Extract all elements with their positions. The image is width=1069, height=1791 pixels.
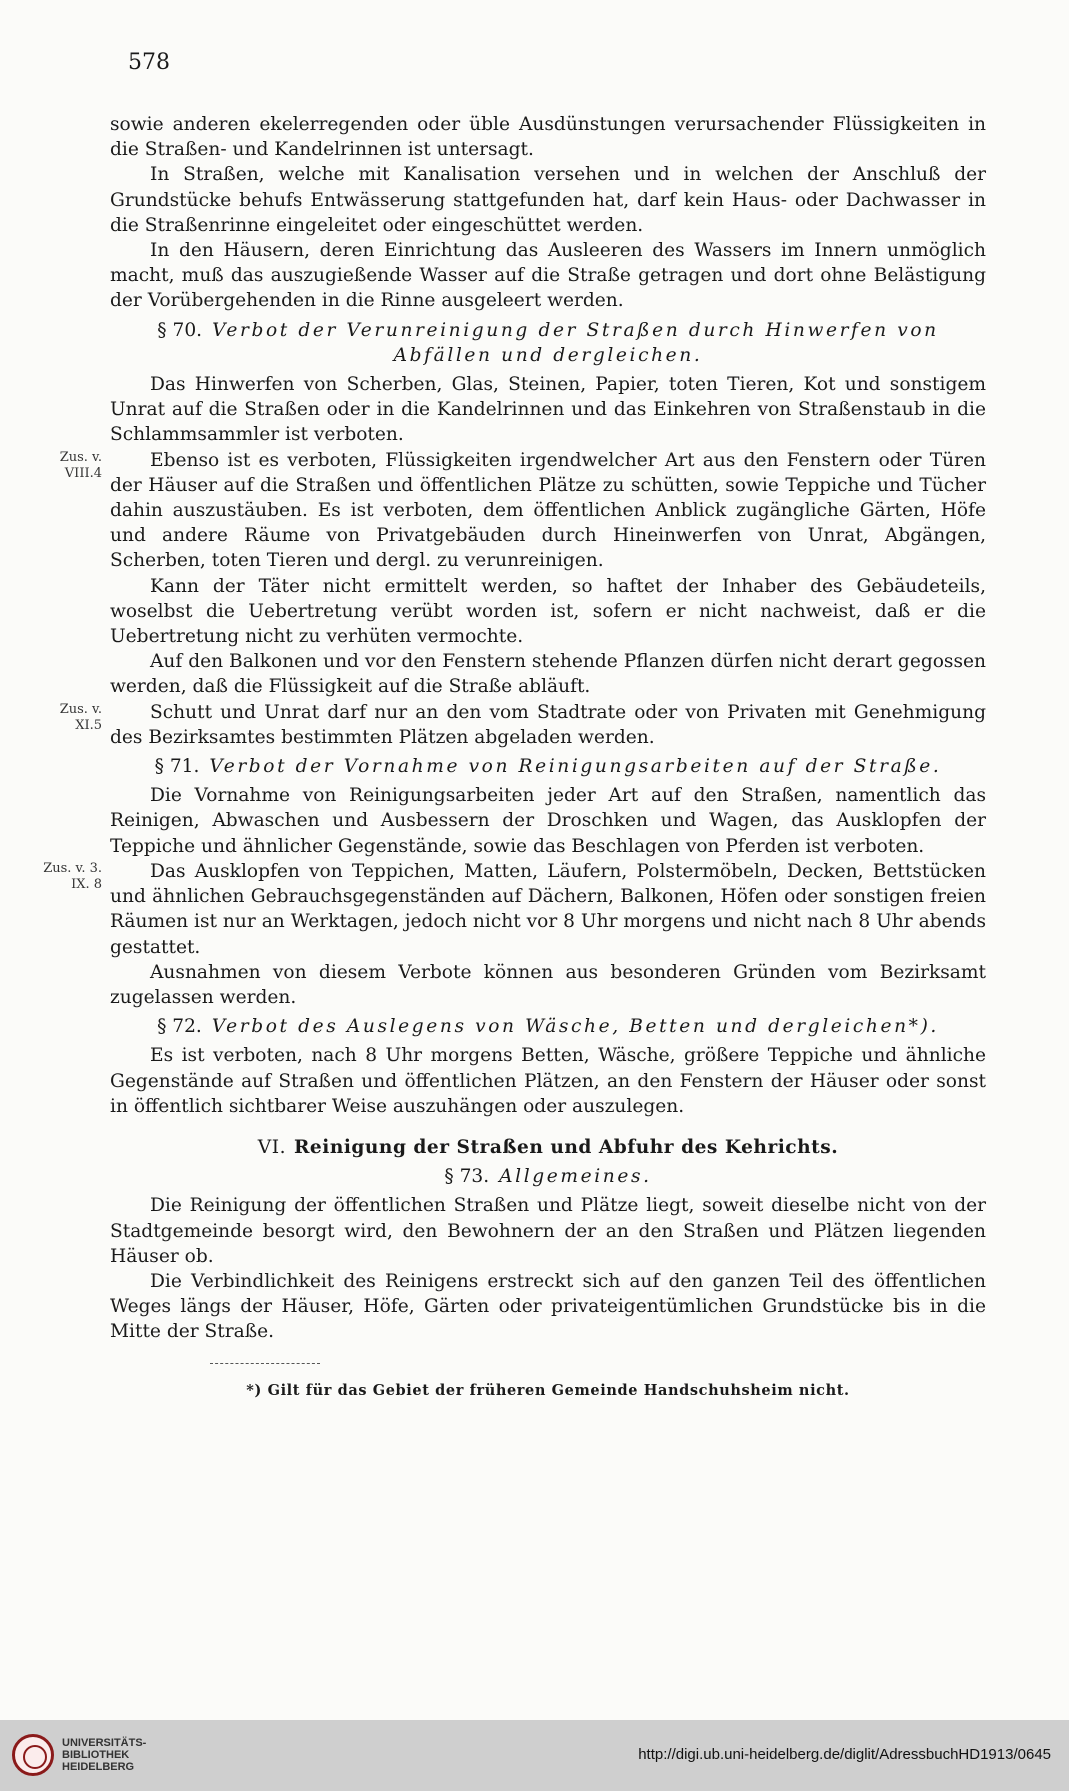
chapter-heading: [110, 1135, 986, 1160]
section-title: Verbot der Verunreinigung der Straßen durch Hinwerfen von Abfällen und dergleichen.: [212, 319, 939, 366]
chapter-number: VI.: [257, 1136, 286, 1158]
logo-line: UNIVERSITÄTS-: [62, 1737, 147, 1749]
margin-note: Zus. v. XI.5: [59, 701, 102, 733]
paragraph: Auf den Balkonen und vor den Fenstern stehende Pflanzen dürfen nicht derart gegossen werden, daß die Flüssigkeit auf die Straße abläuft.: [110, 651, 986, 698]
paragraph: Die Verbindlichkeit des Reinigens erstreckt sich auf den ganzen Teil des öffentlichen Weges längs der Häuser, Höfe, Gärten oder privateigentümlichen Grundstücke bis in die Mitte der Straße.: [110, 1270, 986, 1343]
chapter-title: Reinigung der Straßen und Abfuhr des Kehrichts.: [293, 1136, 839, 1158]
paragraph-with-note: [59, 448, 986, 574]
paragraph: Die Reinigung der öffentlichen Straßen und Plätze liegt, soweit dieselbe nicht von der Stadtgemeinde besorgt wird, den Bewohnern der an den Straßen und Plätzen liegenden Häuser ob.: [110, 1195, 986, 1267]
paragraph: Kann der Täter nicht ermittelt werden, so haftet der Inhaber des Gebäudeteils, woselbst die Uebertretung verübt worden ist, sofern er nicht nachweist, daß er die Uebertretung nicht zu verhüten vermochte.: [110, 575, 986, 648]
library-logo[interactable]: [62, 1737, 146, 1773]
paragraph: Ebenso ist es verboten, Flüssigkeiten irgendwelcher Art aus den Fenstern oder Türen der Häuser auf die Straßen und öffentlichen Plätze zu schütten, sowie Teppiche und Tücher dahin auszustäuben. Es ist verboten, dem öffentlichen Anblick zugängliche Gärten, Höfe und andere Räume von Privatgebäuden durch Hineinwerfen von Unrat, Abgängen, Scherben, toten Tieren und dergl. zu verunreinigen.: [110, 449, 986, 572]
logo-line: HEIDELBERG: [62, 1761, 135, 1773]
section-title: Verbot der Vornahme von Reinigungsarbeiten auf der Straße.: [209, 756, 942, 778]
section-number: § 70.: [157, 319, 203, 341]
section-heading-72: [110, 1014, 986, 1039]
paragraph-with-note: [43, 859, 986, 960]
paragraph: sowie anderen ekelerregenden oder üble Ausdünstungen verursachender Flüssigkeiten in die Straßen- und Kandelrinnen ist untersagt.: [110, 114, 986, 161]
university-seal-icon: [12, 1734, 54, 1776]
viewer-footer: [0, 1720, 1069, 1791]
paragraph: In Straßen, welche mit Kanalisation versehen und in welchen der Anschluß der Grundstücke behufs Entwässerung stattgefunden hat, darf kein Haus- oder Dachwasser in die Straßenrinne eingeleitet oder eingeschüttet werden.: [110, 164, 986, 236]
section-number: § 72.: [157, 1016, 202, 1038]
paragraph: Es ist verboten, nach 8 Uhr morgens Betten, Wäsche, größere Teppiche und ähnliche Gegenstände auf Straßen und öffentlichen Plätzen, an den Fenstern der Häuser oder sonst in öffentlich sichtbarer Weise auszuhängen oder auszulegen.: [110, 1045, 986, 1117]
section-heading-73: [110, 1164, 986, 1189]
paragraph: Das Ausklopfen von Teppichen, Matten, Läufern, Polstermöbeln, Decken, Bettstücken und ähnlichen Gebrauchsgegenständen auf Dächern, Balkonen, Höfen oder sonstigen freien Räumen ist nur an Werktagen, jedoch nicht vor 8 Uhr morgens und nicht nach 8 Uhr abends gestattet.: [110, 860, 986, 958]
page-number: 578: [128, 50, 170, 75]
footnote-rule: [210, 1363, 320, 1364]
page-body: [43, 112, 986, 1403]
section-title: Allgemeines.: [499, 1166, 652, 1188]
permalink-url[interactable]: http://digi.ub.uni-heidelberg.de/diglit/AdressbuchHD1913/0645: [638, 1746, 1051, 1763]
footnote: *) Gilt für das Gebiet der früheren Gemeinde Handschuhsheim nicht.: [246, 1381, 850, 1399]
paragraph: Das Hinwerfen von Scherben, Glas, Steinen, Papier, toten Tieren, Kot und sonstigem Unrat auf die Straßen oder in die Kandelrinnen und das Einkehren von Straßenstaub in die Schlammsammler ist verboten.: [110, 374, 986, 446]
paragraph: Ausnahmen von diesem Verbote können aus besonderen Gründen vom Bezirksamt zugelassen werden.: [110, 961, 986, 1008]
paragraph: In den Häusern, deren Einrichtung das Ausleeren des Wassers im Innern unmöglich macht, muß das auszugießende Wasser auf die Straße getragen und dort ohne Belästigung der Vorübergehenden in die Rinne ausgeleert werden.: [110, 240, 986, 312]
section-number: § 73.: [444, 1166, 490, 1188]
section-title: Verbot des Auslegens von Wäsche, Betten und dergleichen*).: [211, 1016, 939, 1038]
paragraph: Die Vornahme von Reinigungsarbeiten jeder Art auf den Straßen, namentlich das Reinigen, Abwaschen und Ausbessern der Droschken und Wagen, das Ausklopfen der Teppiche und ähnlicher Gegenstände, sowie das Beschlagen von Pferden ist verboten.: [110, 785, 986, 857]
section-number: § 71.: [154, 756, 200, 778]
paragraph-with-note: [59, 700, 986, 750]
section-heading-70: [110, 318, 986, 368]
margin-note: Zus. v. 3. IX. 8: [43, 860, 102, 892]
paragraph: Schutt und Unrat darf nur an den vom Stadtrate oder von Privaten mit Genehmigung des Bezirksamtes bestimmten Plätzen abgeladen werden.: [110, 701, 986, 748]
section-heading-71: [110, 754, 986, 779]
logo-line: BIBLIOTHEK: [62, 1749, 130, 1761]
margin-note: Zus. v. VIII.4: [59, 449, 102, 481]
